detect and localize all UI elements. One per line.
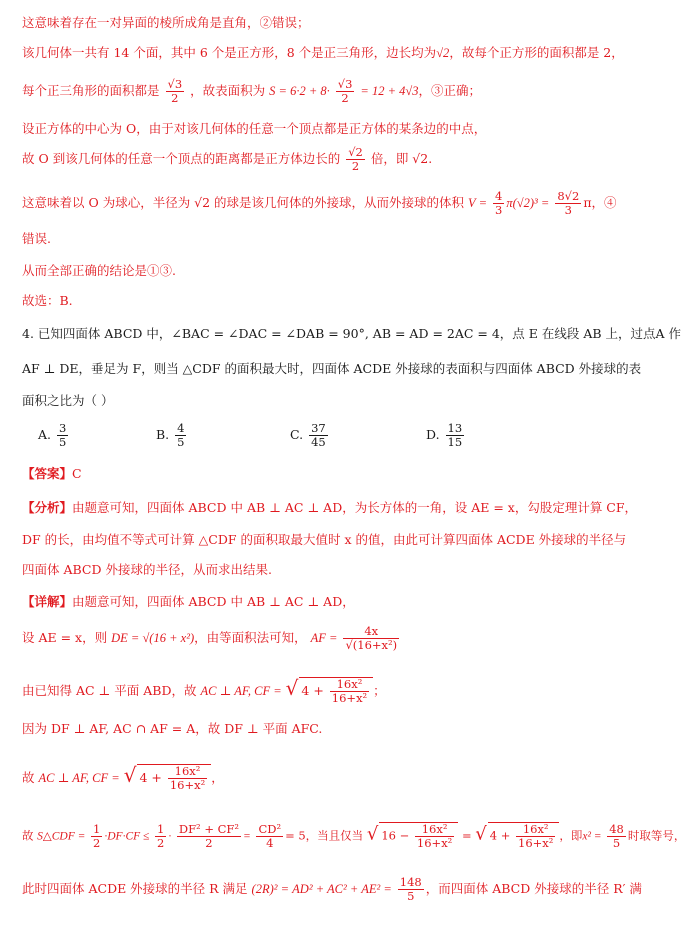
analysis-text: 由题意可知，四面体 ABCD 中 AB ⊥ AC ⊥ AD，为长方体的一角，设 AE = x，勾股定理计算 CF， [72,500,638,515]
fraction: $\frac{148}{5}$ [399,875,422,904]
solution-text: 设正方体的中心为 O，由于对该几何体的任意一个顶点都是正方体的某条边的中点， [22,121,487,136]
fraction: $\frac{8√2}{3}$ [557,189,580,218]
fraction: $\frac{4x}{\text{√(16+x²)}}$ [345,624,398,653]
solution-text: 该几何体一共有 14 个面，其中 6 个是正方形，8 个是正三角形，边长均为 [22,45,437,60]
detail-text: 因为 DF ⊥ AF, AC ∩ AF = A，故 DF ⊥ 平面 AFC. [22,721,323,736]
math-expr: · [168,830,172,843]
solution-text: ，故表面积为 [190,83,266,99]
detail-line-3: 由已知得 AC ⊥ 平面 ABD，故 AC ⊥ AF, CF = √ 4 + $\frac{\text{16x²}}{\text{16+x²}}$ ； [22,676,386,706]
option-c: C. $\frac{37}{45}$ [290,421,326,450]
solution-line-3 [22,78,678,105]
solution-text: ，故每个正方形的面积都是 2， [449,45,624,60]
math-expr: x² = [582,830,602,843]
answer-value: C [72,466,82,481]
question-line-3 [22,394,678,408]
solution-line-6 [22,190,678,217]
math-expr: DE = √(16 + x²) [111,631,195,646]
solution-text: ，③正确； [418,83,482,99]
detail-line-1 [22,595,678,609]
analysis-text: 四面体 ABCD 外接球的半径，从而求出结果. [22,562,272,577]
question-line-2 [22,362,678,376]
solution-text: 从而全部正确的结论是①③. [22,263,176,278]
fraction: $\frac{48}{5}$ [609,822,624,851]
detail-text: = 5，当且仅当 [285,828,364,843]
fraction: $\frac{√3}{2}$ [167,77,183,106]
detail-text: 故 [22,770,35,786]
question-line-1 [22,326,682,341]
detail-text: ，即 [559,828,583,843]
fraction: $\frac{1}{2}$ [93,822,101,851]
fraction: $\frac{√2}{2}$ [348,145,363,174]
detail-line-6: 故 S△CDF = $\frac{1}{2}$ ·DF·CF ≤ $\frac{1}{2}$ · $\frac{\text{DF² + CF²}}{2}$ = $\frac{\text{CD²}}{4}$ = 5，当且仅当 √ 16 − $\frac{\text{16x²}}{\text{16+x²}}$ = √ 4 + $\frac{\text{16x²}}{\text{16+x²}}$ ，即x² = $\frac{48}{5}$ 时取等号， [22,822,686,851]
answer-line [22,467,678,481]
solution-text: 故选：B. [22,293,73,308]
solution-line-2 [22,46,678,61]
solution-text: 错误. [22,231,51,246]
solution-text: 这意味着存在一对异面的棱所成角是直角，②错误； [22,15,310,30]
analysis-line-2 [22,533,678,547]
question-text: 面积之比为（ ） [22,393,114,408]
sqrt-expr: 4 + $\frac{\text{16x²}}{\text{16+x²}}$ [488,822,560,850]
question-text: 4. 已知四面体 ABCD 中，∠BAC = ∠DAC = ∠DAB = 90°, AB = AD = 2AC = 4，点 E 在线段 AB 上，过点A 作 [22,326,682,341]
solution-text: 每个正三角形的面积都是 [22,83,160,99]
fraction: $\frac{\text{DF² + CF²}}{2}$ [178,822,240,851]
math-expr: S△CDF = [37,830,86,843]
detail-text: ，而四面体 ABCD 外接球的半径 R′ 满 [425,881,642,897]
detail-line-2 [22,625,678,652]
option-b: B. $\frac{4}{5}$ [156,421,185,450]
detail-line-4 [22,722,678,736]
solution-text: 故 O 到该几何体的任意一个顶点的距离都是正方体边长的 [22,151,341,167]
detail-text: 设 AE = x，则 [22,630,108,646]
sqrt-expr: 4 + $\frac{\text{16x²}}{\text{16+x²}}$ [137,764,211,792]
solution-line-9 [22,294,678,308]
math-expr: ·DF·CF ≤ [104,830,150,843]
solution-line-1 [22,16,678,30]
math-expr: = [243,830,251,843]
math-expr: AF = [310,631,338,646]
math-expr: AC ⊥ AF, CF = [38,771,120,786]
math-expr: S = 6·2 + 8· [269,84,330,99]
sqrt-expr: 4 + $\frac{\text{16x²}}{\text{16+x²}}$ [299,677,373,705]
solution-line-7 [22,232,678,246]
solution-text: 这意味着以 O 为球心，半径为 √2 的球是该几何体的外接球，从而外接球的体积 [22,195,465,211]
detail-line-7 [22,876,678,903]
fraction: $\frac{√3}{2}$ [337,77,353,106]
solution-text: π，④ [583,195,617,211]
analysis-text: DF 的长，由均值不等式可计算 △CDF 的面积取最大值时 x 的值，由此可计算四面体 ACDE 外接球的半径与 [22,532,627,547]
detail-text: 时取等号， [627,828,686,843]
solution-line-4 [22,122,678,136]
detail-text: 由题意可知，四面体 ABCD 中 AB ⊥ AC ⊥ AD， [72,594,355,609]
fraction: $\frac{\text{CD²}}{4}$ [258,822,282,851]
solution-text: 倍，即 √2. [370,151,433,167]
detail-line-5: 故 AC ⊥ AF, CF = √ 4 + $\frac{\text{16x²}}{\text{16+x²}}$ ， [22,763,224,793]
analysis-tag: 【分析】 [22,500,73,515]
detail-text: 故 [22,828,34,843]
math-expr: AC ⊥ AF, CF = [200,684,282,699]
detail-text: ，由等面积法可知， [194,630,307,646]
option-d: D. $\frac{13}{15}$ [426,421,463,450]
solution-line-5 [22,146,678,173]
sqrt-expr: 16 − $\frac{\text{16x²}}{\text{16+x²}}$ [379,822,458,850]
option-a: A. $\frac{3}{5}$ [38,421,67,450]
detail-text: 由已知得 AC ⊥ 平面 ABD，故 [22,683,197,699]
fraction: $\frac{4}{3}$ [495,189,503,218]
solution-line-8 [22,264,678,278]
fraction: $\frac{1}{2}$ [157,822,165,851]
math-expr: = 12 + 4√3 [360,84,419,99]
detail-text: 此时四面体 ACDE 外接球的半径 R 满足 [22,881,248,897]
math-expr: V = [468,196,488,211]
analysis-line-1 [22,501,678,515]
answer-tag: 【答案】 [22,466,73,481]
math-expr: √2 [436,46,450,60]
question-text: AF ⊥ DE，垂足为 F，则当 △CDF 的面积最大时，四面体 ACDE 外接球的表面积与四面体 ABCD 外接球的表 [22,361,642,376]
detail-tag: 【详解】 [22,594,73,609]
analysis-line-3 [22,563,678,577]
math-expr: π(√2)³ = [506,196,550,211]
math-expr: (2R)² = AD² + AC² + AE² = [251,882,392,897]
